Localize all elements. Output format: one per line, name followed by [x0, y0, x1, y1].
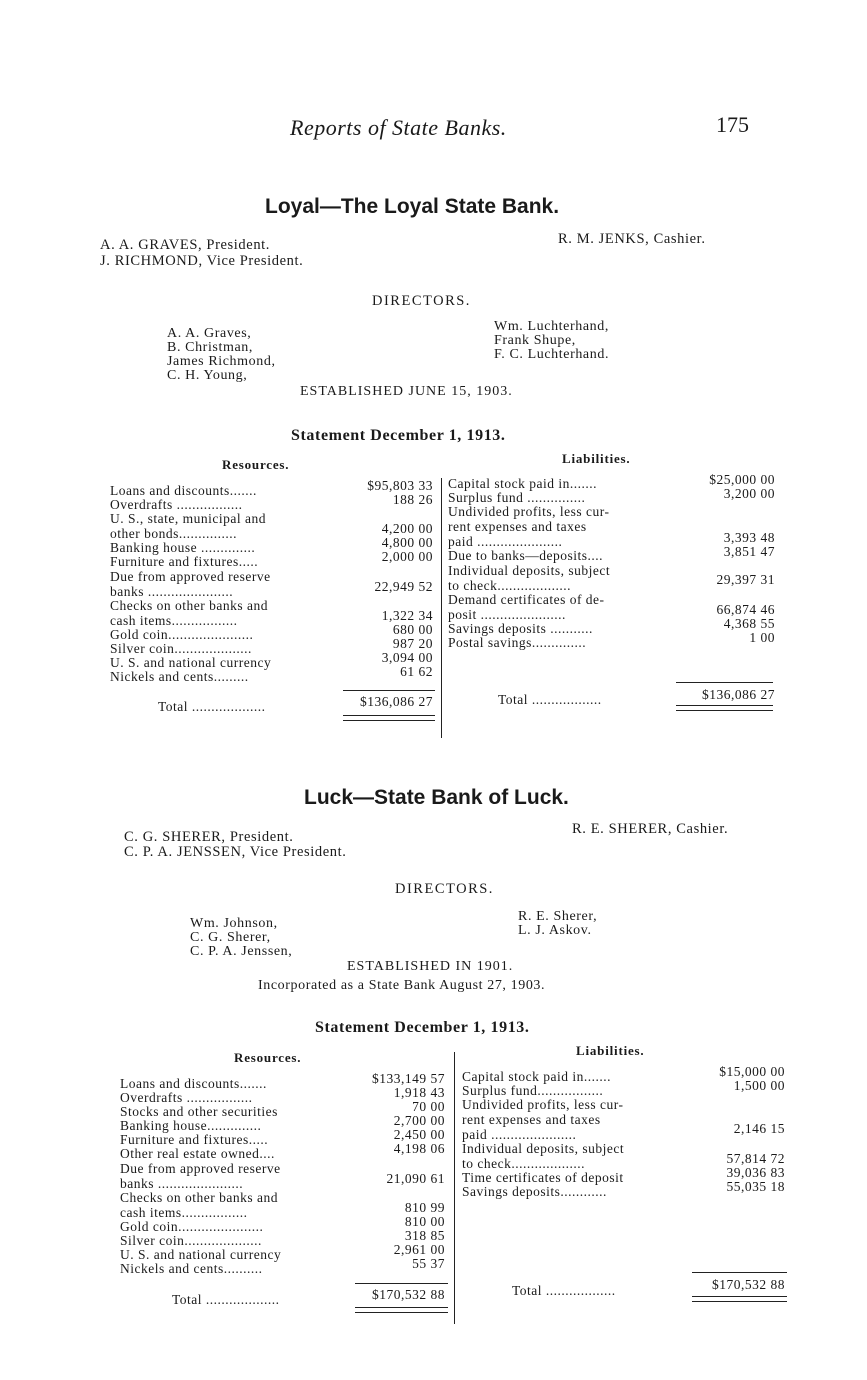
resource-amount: 61 62 [400, 664, 433, 679]
resource-label: Checks on other banks and [120, 1190, 278, 1205]
liability-label: rent expenses and taxes [448, 519, 587, 534]
vice-president: C. P. A. JENSSEN, Vice President. [124, 844, 347, 860]
resource-label: Banking house .............. [110, 540, 256, 555]
resource-label: cash items................. [120, 1205, 248, 1220]
liability-label: paid ...................... [448, 534, 563, 549]
resource-amount: 3,094 00 [381, 650, 433, 665]
liabilities-total-label: Total .................. [512, 1283, 616, 1298]
resource-label: U. S. and national currency [110, 655, 272, 670]
total-rule [692, 1272, 787, 1273]
resource-amount: 1,918 43 [393, 1085, 445, 1100]
liability-amount: 1,500 00 [733, 1078, 785, 1093]
resource-amount: 2,700 00 [393, 1113, 445, 1128]
resource-label: Furniture and fixtures..... [110, 554, 259, 569]
liability-amount: 39,036 83 [726, 1165, 785, 1180]
liabilities-heading: Liabilities. [576, 1043, 645, 1058]
directors-left [167, 327, 276, 383]
resource-label: banks ...................... [120, 1176, 244, 1191]
liability-amount: 2,146 15 [733, 1121, 785, 1136]
president: C. G. SHERER, President. [124, 829, 294, 845]
resource-amount: 55 37 [412, 1256, 445, 1271]
total-rule [355, 1283, 448, 1284]
resource-amount: 987 20 [392, 636, 433, 651]
liability-label: Due to banks—deposits.... [448, 548, 603, 563]
resources-total: $170,532 88 [372, 1287, 445, 1302]
total-double-rule [343, 715, 435, 721]
resource-label: Overdrafts ................. [110, 497, 243, 512]
total-rule [676, 682, 773, 683]
liability-label: paid ...................... [462, 1127, 577, 1142]
liability-label: to check................... [462, 1156, 585, 1171]
bank-title: Luck—State Bank of Luck. [304, 786, 569, 809]
director: C. G. Sherer, [190, 930, 271, 945]
column-divider [441, 478, 442, 738]
resource-amount: 1,322 34 [381, 608, 433, 623]
resource-amount: 810 00 [404, 1214, 445, 1229]
directors-heading: DIRECTORS. [372, 293, 471, 309]
resources-total: $136,086 27 [360, 694, 433, 709]
resource-amount: 22,949 52 [374, 579, 433, 594]
resources-total-label: Total ................... [158, 699, 266, 714]
liability-label: Capital stock paid in....... [462, 1069, 611, 1084]
statement-heading: Statement December 1, 1913. [315, 1019, 530, 1036]
liability-amount: 1 00 [749, 630, 775, 645]
liability-label: Surplus fund ............... [448, 490, 586, 505]
running-head: Reports of State Banks. [290, 115, 507, 140]
cashier: R. M. JENKS, Cashier. [558, 231, 706, 247]
liability-amount: 55,035 18 [726, 1179, 785, 1194]
resource-label: Banking house.............. [120, 1118, 262, 1133]
total-double-rule [355, 1307, 448, 1313]
director: B. Christman, [167, 340, 253, 355]
liability-amount: $25,000 00 [709, 472, 775, 487]
resource-label: Checks on other banks and [110, 598, 268, 613]
liability-label: Savings deposits ........... [448, 621, 593, 636]
resource-amount: 2,450 00 [393, 1127, 445, 1142]
director: C. P. A. Jenssen, [190, 944, 293, 959]
cashier: R. E. SHERER, Cashier. [572, 821, 729, 837]
resource-amount: 318 85 [404, 1228, 445, 1243]
liability-label: Individual deposits, subject [462, 1141, 625, 1156]
liability-label: posit ...................... [448, 607, 566, 622]
established: ESTABLISHED IN 1901. [347, 959, 514, 974]
total-rule [343, 690, 435, 691]
liability-label: Demand certificates of de- [448, 592, 605, 607]
resource-label: Furniture and fixtures..... [120, 1132, 269, 1147]
resource-amount: $95,803 33 [367, 478, 433, 493]
liability-amount: 3,851 47 [723, 544, 775, 559]
resource-amount: 21,090 61 [386, 1171, 445, 1186]
liability-amount: 29,397 31 [716, 572, 775, 587]
total-double-rule [692, 1296, 787, 1302]
column-divider [454, 1052, 455, 1324]
resource-amount: 4,200 00 [381, 521, 433, 536]
resource-label: Stocks and other securities [120, 1104, 278, 1119]
liability-amount: 3,200 00 [723, 486, 775, 501]
resource-label: banks ...................... [110, 584, 234, 599]
liability-amount: 66,874 46 [716, 602, 775, 617]
established: ESTABLISHED JUNE 15, 1903. [300, 384, 513, 399]
liability-amount: $15,000 00 [719, 1064, 785, 1079]
resource-label: U. S., state, municipal and [110, 511, 266, 526]
page-number: 175 [716, 112, 749, 137]
resource-amount: $133,149 57 [372, 1071, 445, 1086]
liability-label: Undivided profits, less cur- [448, 504, 610, 519]
liabilities-total: $170,532 88 [712, 1277, 785, 1292]
resource-label: Overdrafts ................. [120, 1090, 253, 1105]
resource-amount: 2,961 00 [393, 1242, 445, 1257]
resource-label: Due from approved reserve [110, 569, 271, 584]
liability-label: Undivided profits, less cur- [462, 1097, 624, 1112]
director: Wm. Luchterhand, [494, 319, 609, 334]
resource-amount: 188 26 [392, 492, 433, 507]
liability-label: rent expenses and taxes [462, 1112, 601, 1127]
director: Frank Shupe, [494, 333, 576, 348]
liability-label: Capital stock paid in....... [448, 476, 597, 491]
resource-label: Other real estate owned.... [120, 1146, 275, 1161]
resource-amount: 2,000 00 [381, 549, 433, 564]
vice-president: J. RICHMOND, Vice President. [100, 253, 304, 269]
resource-label: Silver coin.................... [120, 1233, 262, 1248]
resource-label: other bonds............... [110, 526, 237, 541]
liabilities-total-label: Total .................. [498, 692, 602, 707]
director: Wm. Johnson, [190, 916, 278, 931]
resource-label: Silver coin.................... [110, 641, 252, 656]
liability-label: Individual deposits, subject [448, 563, 611, 578]
liability-label: to check................... [448, 578, 571, 593]
resources-heading: Resources. [222, 457, 290, 472]
liability-label: Savings deposits............ [462, 1184, 607, 1199]
resource-label: Nickels and cents.......... [120, 1261, 263, 1276]
resource-label: Due from approved reserve [120, 1161, 281, 1176]
resource-amount: 4,198 06 [393, 1141, 445, 1156]
director: A. A. Graves, [167, 326, 252, 341]
liability-amount: 3,393 48 [723, 530, 775, 545]
bank-title: Loyal—The Loyal State Bank. [265, 195, 560, 218]
resource-label: Nickels and cents......... [110, 669, 249, 684]
resource-label: Loans and discounts....... [110, 483, 257, 498]
resource-amount: 680 00 [392, 622, 433, 637]
resources-total-label: Total ................... [172, 1292, 280, 1307]
resource-label: Gold coin...................... [110, 627, 254, 642]
director: R. E. Sherer, [518, 909, 598, 924]
resource-amount: 70 00 [412, 1099, 445, 1114]
director: C. H. Young, [167, 368, 248, 383]
resource-label: cash items................. [110, 613, 238, 628]
liabilities-total: $136,086 27 [702, 687, 775, 702]
liability-label: Surplus fund................. [462, 1083, 604, 1098]
total-double-rule [676, 705, 773, 711]
resource-label: Loans and discounts....... [120, 1076, 267, 1091]
directors-heading: DIRECTORS. [395, 881, 494, 897]
director: James Richmond, [167, 354, 276, 369]
director: L. J. Askov. [518, 923, 592, 938]
liability-amount: 4,368 55 [723, 616, 775, 631]
liabilities-heading: Liabilities. [562, 451, 631, 466]
directors-right [494, 320, 609, 362]
incorporated: Incorporated as a State Bank August 27, 1903. [258, 978, 546, 993]
president: A. A. GRAVES, President. [100, 237, 271, 253]
statement-heading: Statement December 1, 1913. [291, 427, 506, 444]
liability-label: Postal savings.............. [448, 635, 587, 650]
resource-amount: 4,800 00 [381, 535, 433, 550]
directors-right [518, 910, 597, 938]
resources-heading: Resources. [234, 1050, 302, 1065]
director: F. C. Luchterhand. [494, 347, 610, 362]
liability-amount: 57,814 72 [726, 1151, 785, 1166]
liability-label: Time certificates of deposit [462, 1170, 624, 1185]
resource-label: U. S. and national currency [120, 1247, 282, 1262]
resource-label: Gold coin...................... [120, 1219, 264, 1234]
directors-left [190, 917, 292, 959]
resource-amount: 810 99 [404, 1200, 445, 1215]
